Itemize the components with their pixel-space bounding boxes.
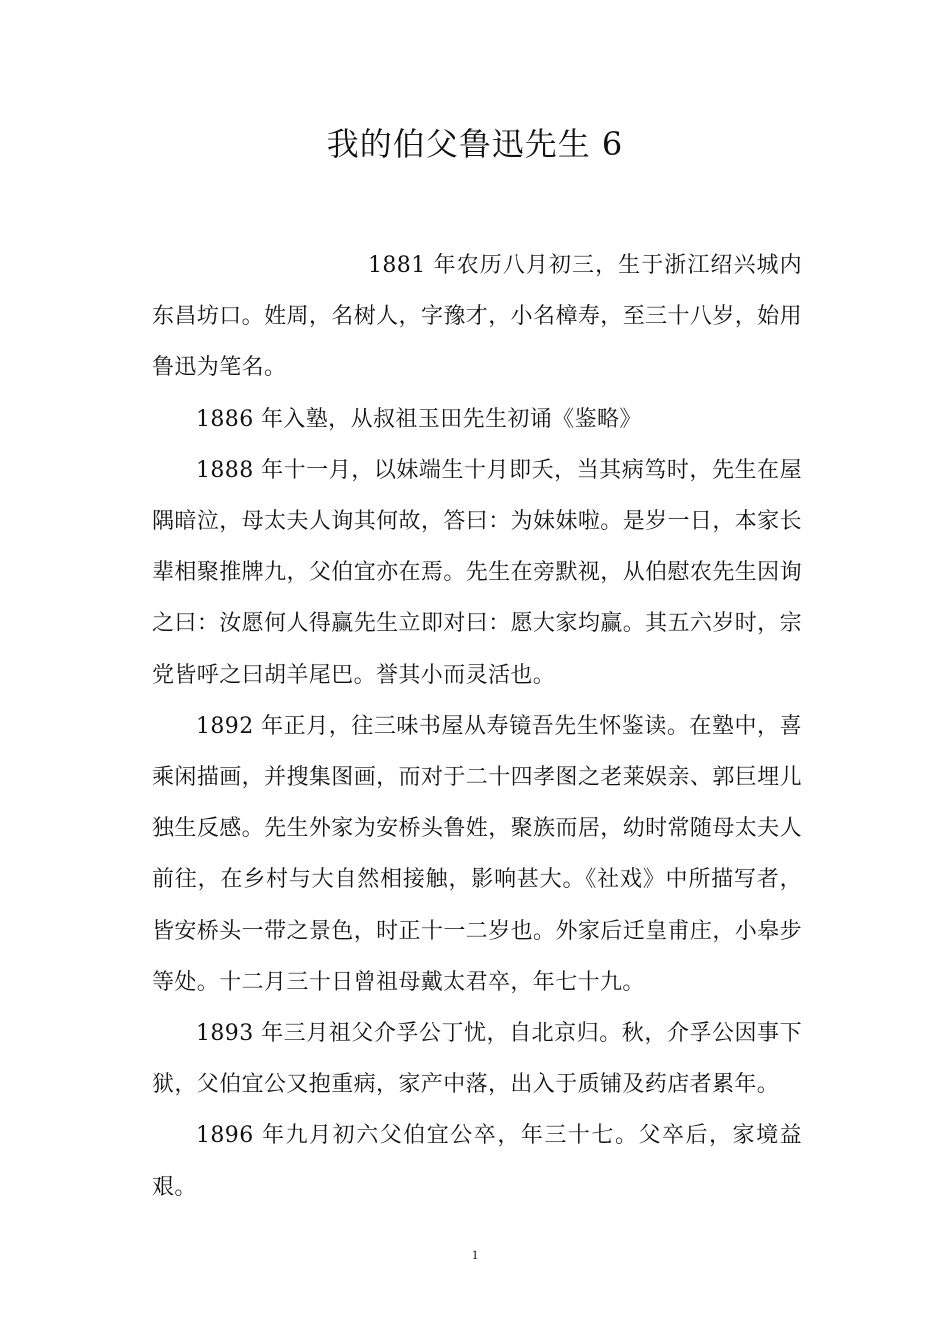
page-title: 我的伯父鲁迅先生 6	[326, 125, 624, 163]
paragraph-1881: 1881 年农历八月初三，生于浙江绍兴城内东昌坊口。姓周，名树人，字豫才，小名樟寿，至三十八岁，始用鲁迅为笔名。	[152, 253, 802, 381]
paragraph-1893: 1893 年三月祖父介孚公丁忧，自北京归。秋，介孚公因事下狱，父伯宜公又抱重病，家产中落，出入于质铺及药店者累年。	[152, 1021, 802, 1098]
paragraph-1888: 1888 年十一月，以妹端生十月即夭，当其病笃时，先生在屋隅暗泣，母太夫人询其何故，答曰：为妹妹啦。是岁一日，本家长辈相聚推牌九，父伯宜亦在焉。先生在旁默视，从伯慰农先生因询之曰：汝愿何人得赢先生立即对曰：愿大家均赢。其五六岁时，宗党皆呼之曰胡羊尾巴。誉其小而灵活也。	[152, 457, 802, 688]
paragraph-1896: 1896 年九月初六父伯宜公卒，年三十七。父卒后，家境益艰。	[152, 1123, 802, 1200]
paragraph-1892: 1892 年正月，往三味书屋从寿镜吾先生怀鉴读。在塾中，喜乘闲描画，并搜集图画，而对于二十四孝图之老莱娱亲、郭巨埋儿独生反感。先生外家为安桥头鲁姓，聚族而居，幼时常随母太夫人前往，在乡村与大自然相接触，影响甚大。《社戏》中所描写者，皆安桥头一带之景色，时正十一二岁也。外家后迁皇甫庄，小皋步等处。十二月三十日曾祖母戴太君卒，年七十九。	[152, 713, 802, 995]
document-body	[152, 240, 802, 1213]
page-number: 1	[471, 1247, 479, 1262]
paragraph-1886: 1886 年入塾，从叔祖玉田先生初诵《鉴略》	[196, 406, 642, 432]
